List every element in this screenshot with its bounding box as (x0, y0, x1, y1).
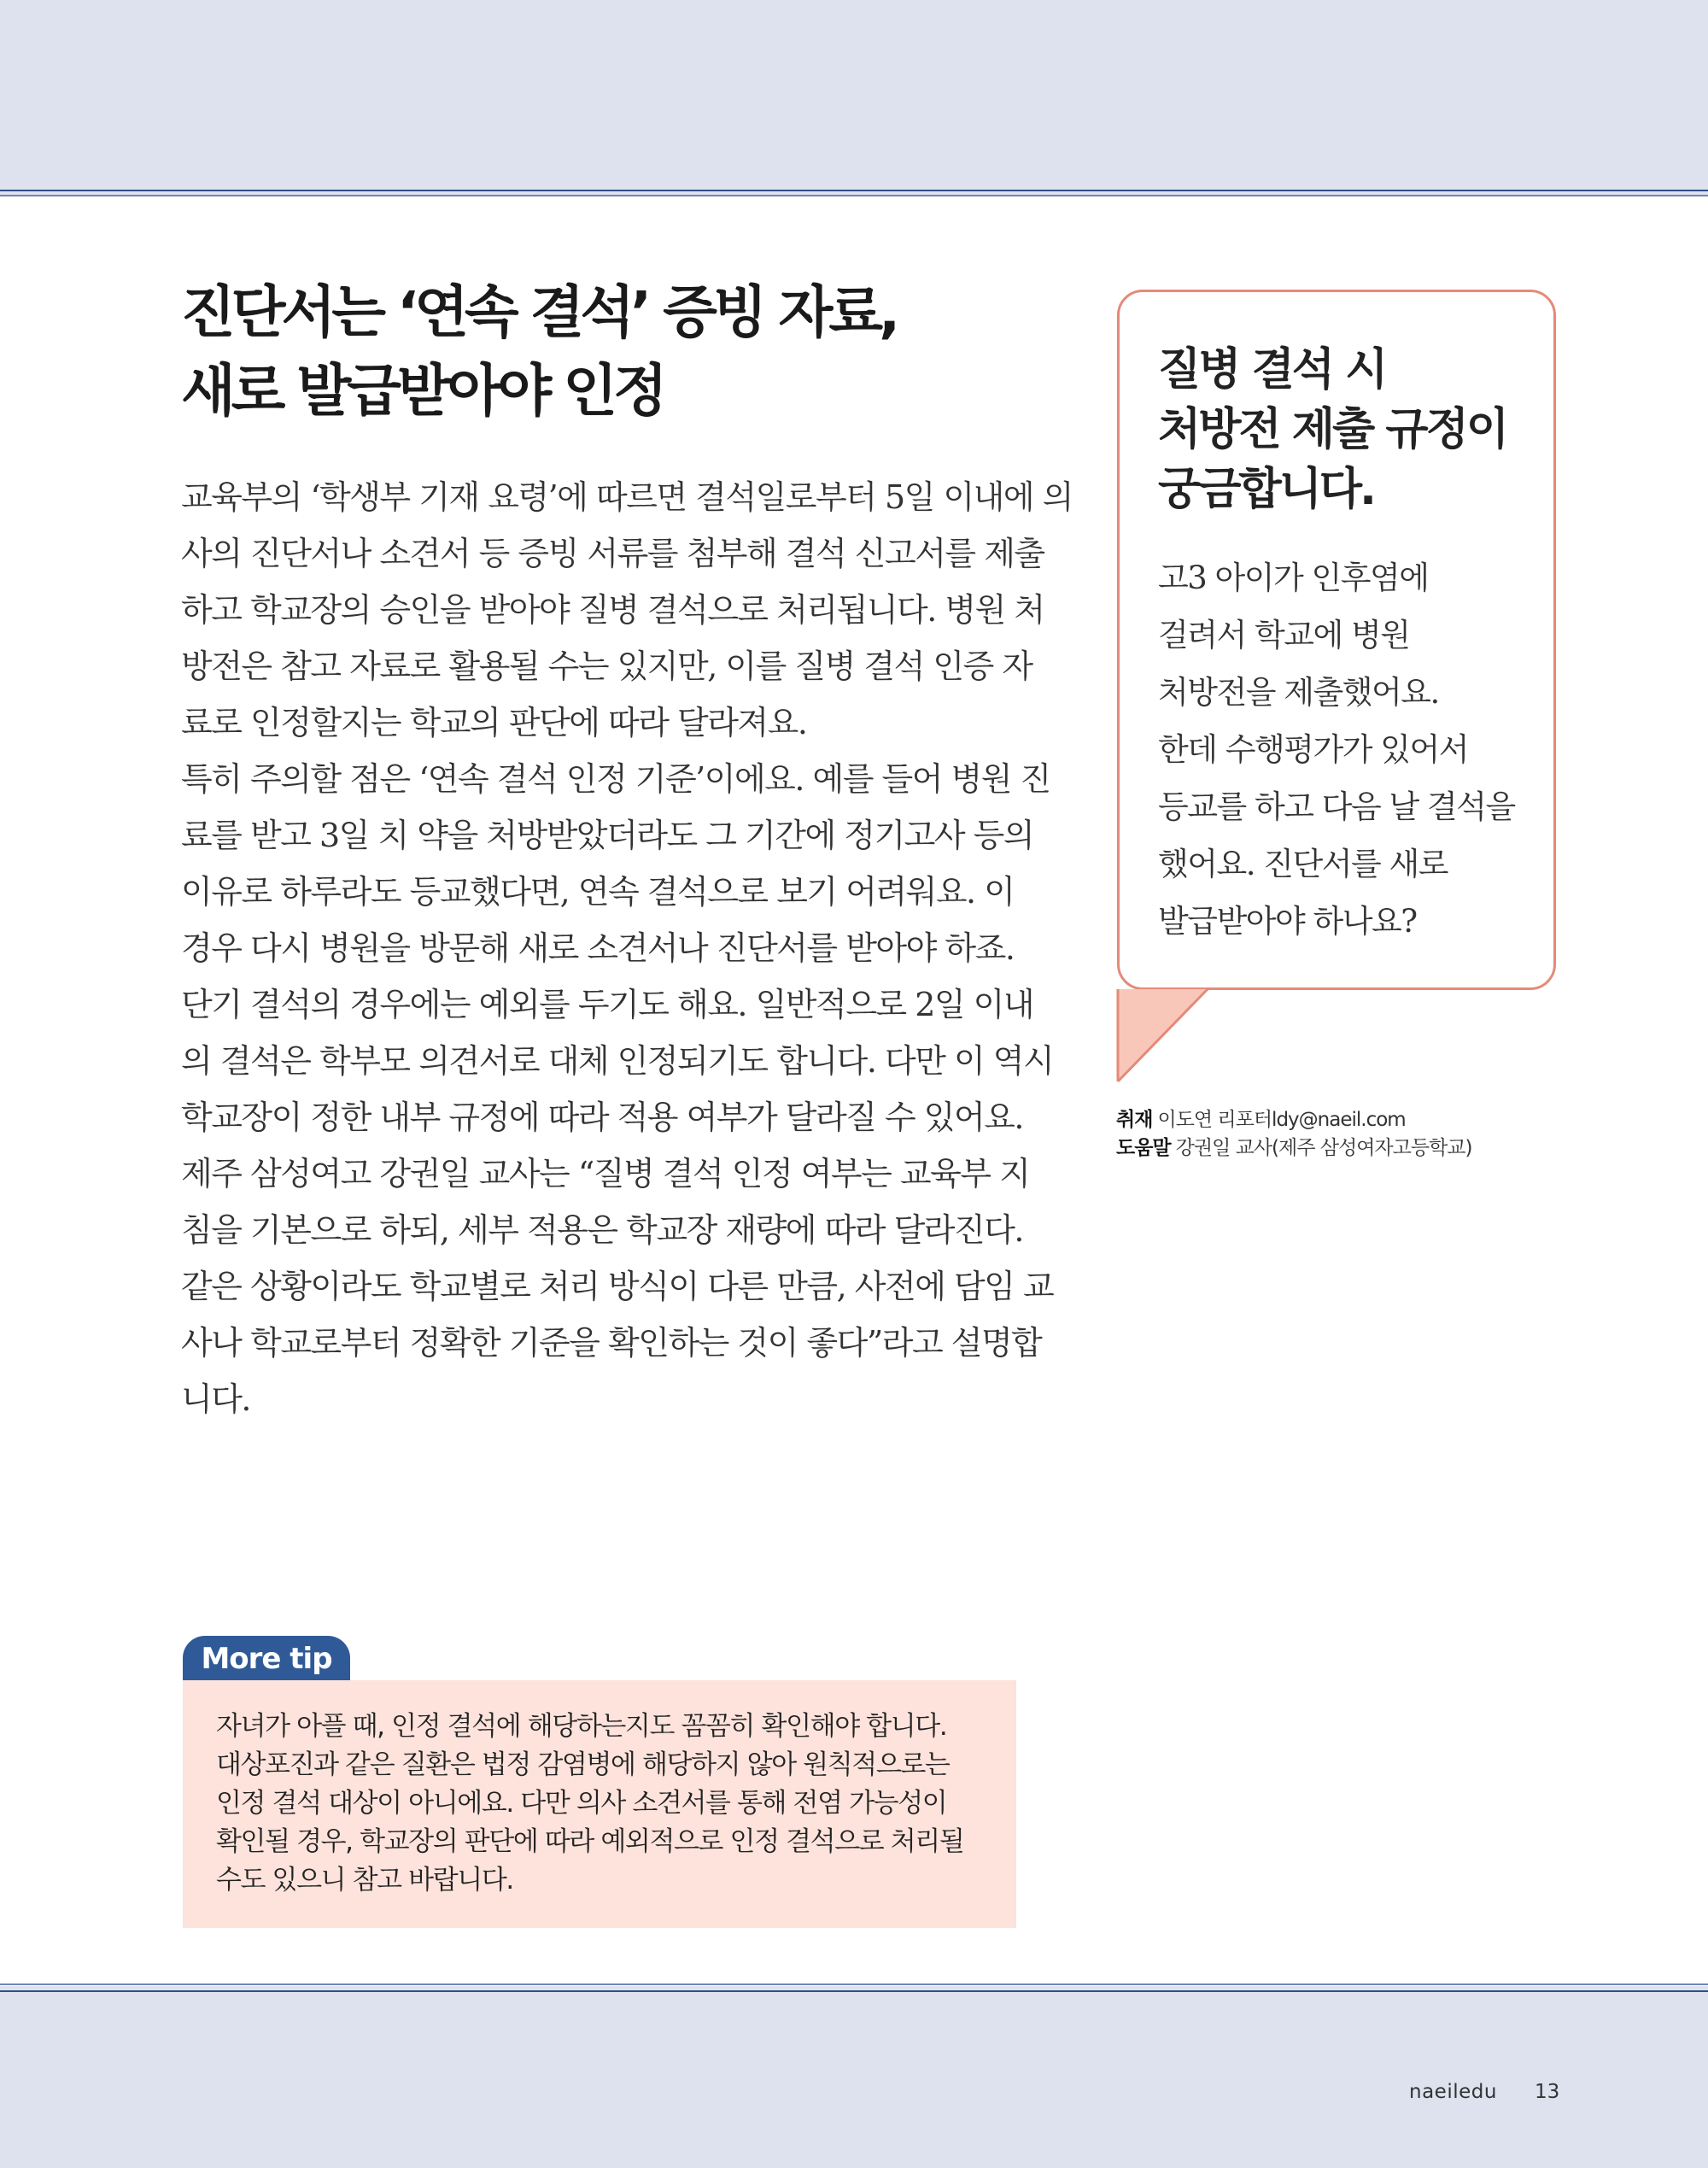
body-line: 학교장이 정한 내부 규정에 따라 적용 여부가 달라질 수 있어요. (181, 1099, 1023, 1136)
more-tip-text (216, 1708, 1002, 1900)
body-line: 교육부의 ‘학생부 기재 요령’에 따르면 결석일로부터 5일 이내에 의 (181, 478, 1073, 516)
headline-line: 새로 발급받아야 인정 (181, 358, 664, 424)
tip-line: 확인될 경우, 학교장의 판단에 따라 예외적으로 인정 결석으로 처리될 (216, 1826, 964, 1857)
question-line: 발급받아야 하나요? (1158, 903, 1417, 940)
more-tip-tab: More tip (183, 1636, 350, 1680)
header-rule (0, 190, 1708, 191)
tip-line: 인정 결석 대상이 아니에요. 다만 의사 소견서를 통해 전염 가능성이 (216, 1788, 947, 1819)
body-line: 이유로 하루라도 등교했다면, 연속 결석으로 보기 어려워요. 이 (181, 873, 1015, 911)
footer-band (0, 1986, 1708, 2168)
header-band (0, 0, 1708, 195)
footer-brand: naeiledu (1409, 2081, 1497, 2103)
question-line: 했어요. 진단서를 새로 (1158, 846, 1448, 882)
question-title-line: 질병 결석 시 (1158, 344, 1386, 396)
page-number: 13 (1535, 2081, 1560, 2103)
article-body (181, 469, 1073, 1427)
helper-value: 강권일 교사(제주 삼성여자고등학교) (1175, 1137, 1472, 1159)
body-line: 니다. (181, 1380, 250, 1418)
body-line: 단기 결석의 경우에는 예외를 두기도 해요. 일반적으로 2일 이내 (181, 986, 1034, 1023)
reporter-credit (1116, 1106, 1629, 1134)
tip-line: 자녀가 아플 때, 인정 결석에 해당하는지도 꼼꼼히 확인해야 합니다. (216, 1711, 947, 1742)
footer-rule-thin (0, 1983, 1708, 1985)
tip-line: 대상포진과 같은 질환은 법정 감염병에 해당하지 않아 원칙적으로는 (216, 1749, 950, 1780)
helper-credit (1116, 1134, 1629, 1163)
body-line: 사나 학교로부터 정확한 기준을 확인하는 것이 좋다”라고 설명합 (181, 1324, 1042, 1362)
body-line: 사의 진단서나 소견서 등 증빙 서류를 첨부해 결석 신고서를 제출 (181, 535, 1044, 572)
body-line: 의 결석은 학부모 의견서로 대체 인정되기도 합니다. 다만 이 역시 (181, 1042, 1054, 1080)
article-credits (1116, 1106, 1629, 1163)
body-line: 경우 다시 병원을 방문해 새로 소견서나 진단서를 받아야 하죠. (181, 929, 1015, 967)
question-title (1158, 340, 1534, 519)
question-line: 한데 수행평가가 있어서 (1158, 731, 1468, 768)
body-line: 제주 삼성여고 강권일 교사는 “질병 결석 인정 여부는 교육부 지 (181, 1155, 1030, 1192)
body-line: 료로 인정할지는 학교의 판단에 따라 달라져요. (181, 704, 807, 741)
header-rule-thin (0, 195, 1708, 196)
reporter-value: 이도연 리포터ldy@naeil.com (1157, 1109, 1406, 1131)
body-line: 침을 기본으로 하되, 세부 적용은 학교장 재량에 따라 달라진다. (181, 1211, 1023, 1249)
footer-rule (0, 1990, 1708, 1992)
tip-line: 수도 있으니 참고 바랍니다. (216, 1865, 513, 1896)
body-line: 하고 학교장의 승인을 받아야 질병 결석으로 처리됩니다. 병원 처 (181, 591, 1044, 629)
reporter-label: 취재 (1116, 1109, 1153, 1131)
article-headline (181, 273, 1035, 431)
body-line: 같은 상황이라도 학교별로 처리 방식이 다른 만큼, 사전에 담임 교 (181, 1268, 1054, 1305)
question-title-line: 처방전 제출 규정이 (1158, 404, 1507, 455)
question-line: 처방전을 제출했어요. (1158, 674, 1439, 711)
headline-line: 진단서는 ‘연속 결석’ 증빙 자료, (181, 279, 897, 345)
question-body (1158, 549, 1551, 950)
question-line: 고3 아이가 인후염에 (1158, 560, 1429, 596)
question-line: 등교를 하고 다음 날 결석을 (1158, 788, 1515, 825)
body-line: 방전은 참고 자료로 활용될 수는 있지만, 이를 질병 결석 인증 자 (181, 647, 1032, 685)
speech-bubble-tail (1115, 989, 1209, 1085)
question-line: 걸려서 학교에 병원 (1158, 617, 1410, 653)
body-line: 료를 받고 3일 치 약을 처방받았더라도 그 기간에 정기고사 등의 (181, 817, 1034, 854)
body-line: 특히 주의할 점은 ‘연속 결석 인정 기준’이에요. 예를 들어 병원 진 (181, 760, 1050, 798)
helper-label: 도움말 (1116, 1137, 1171, 1159)
question-title-line: 궁금합니다. (1158, 464, 1374, 515)
